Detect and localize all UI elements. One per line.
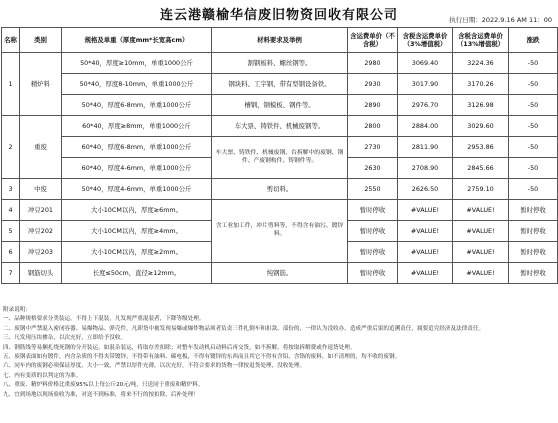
notes-heading: 附录说明： [3,307,31,313]
row-price-13: 2759.10 [453,179,509,200]
row-price-3: 2884.00 [398,116,453,137]
row-change: 暂时停收 [509,242,558,263]
row-change: -50 [509,116,558,137]
row-price-no-tax: 2630 [348,158,398,179]
price-table [1,27,558,284]
row-price-13: #VALUE! [453,242,509,263]
row-material: 车大票、铸铁件、机械废钢、台拆解中的废钢、钢件、产废钢构件、铸钢件等。 [212,137,348,179]
row-price-no-tax: 2550 [348,179,398,200]
row-change: -50 [509,137,558,158]
group-category: 冲豆201 [20,200,62,221]
row-price-13: #VALUE! [453,200,509,221]
row-spec: 60*40，厚度4-6mm，单重1000公斤 [62,158,212,179]
row-material: 车大票、铸铁件、机械废钢等。 [212,116,348,137]
note-line: 四、钢筋线等易捆扎绕死钢的分开装运，如混杂装运，将取存差扣除；对整车发动机启动料后再交货，如不拆解，将按取拆解费或作退货处理。 [3,344,356,351]
row-price-13: 3029.60 [453,116,509,137]
group-category: 重废 [20,116,62,179]
row-spec: 50*40，厚度4-6mm，单重1000公斤 [62,179,212,200]
row-material: 钢块料、工字钢、带有型钢设备铁。 [212,74,348,95]
note-line: 八、重废、精炉料价格比重废95%以上每公斤20元/吨，只送同于重废和精炉料。 [3,382,204,389]
row-price-13: 2953.86 [453,137,509,158]
header-price-13: 含税含运费单价（13%增值税） [453,28,509,53]
row-change: 暂时停收 [509,221,558,242]
row-price-13: 3170.26 [453,74,509,95]
row-change: -50 [509,95,558,116]
row-spec: 50*40，厚度≥10mm，单重1000公斤 [62,53,212,74]
row-price-13: #VALUE! [453,263,509,284]
row-material: 含工业加工件，冲片剪料等，不得含有油污、镀锌料。 [212,200,348,263]
row-spec: 大小10CM以内，厚度≥2mm。 [62,242,212,263]
group-no: 2 [2,116,20,179]
row-price-no-tax: 2800 [348,116,398,137]
note-line: 五、废钢表面如有镀件，内含杂质的不得夹带镀锌、不得带有油料、碳电板，不得有镀锌的东西而且其它不得有含铅、含铬的废料，如不清理的，均不收的废钢。 [3,354,401,361]
row-price-no-tax: 暂时停收 [348,200,398,221]
notes-section [3,306,555,400]
row-price-3: #VALUE! [398,221,453,242]
group-no: 6 [2,242,20,263]
note-line: 一、品种规格要求分类装运，不得上下混装，凡发现严重混装者，下降等级处理。 [3,316,205,323]
group-no: 7 [2,263,20,284]
row-price-3: #VALUE! [398,200,453,221]
group-category: 中废 [20,179,62,200]
header-spec: 规格及单重（厚度mm*长宽高cm） [62,28,212,53]
header-price-no-tax: 含运费单价（不含税） [348,28,398,53]
row-change: -50 [509,179,558,200]
row-material: 纯钢筋。 [212,263,348,284]
row-price-3: 3069.40 [398,53,453,74]
row-price-no-tax: 2890 [348,95,398,116]
row-spec: 50*40，厚度8-10mm，单重1000公斤 [62,74,212,95]
row-price-13: 3126.98 [453,95,509,116]
row-price-3: 2708.90 [398,158,453,179]
row-spec: 大小10CM以内，厚度≥6mm。 [62,200,212,221]
execution-date: 执行日期：2022.9.16 AM 11：00 [449,16,552,24]
row-price-3: 2626.50 [398,179,453,200]
row-spec: 60*40，厚度6-8mm，单重1000公斤 [62,137,212,158]
group-no: 3 [2,179,20,200]
row-spec: 50*40，厚度6-8mm，单重1000公斤 [62,95,212,116]
row-price-13: 3224.36 [453,53,509,74]
row-material: 槽钢、钢模板、钢件等。 [212,95,348,116]
row-price-no-tax: 暂时停收 [348,221,398,242]
row-price-no-tax: 暂时停收 [348,263,398,284]
row-spec: 60*40，厚度≥8mm，单重1000公斤 [62,116,212,137]
table-row [2,74,558,95]
row-price-3: 2811.90 [398,137,453,158]
table-row [2,137,558,158]
row-price-13: 2845.66 [453,158,509,179]
row-price-13: #VALUE! [453,221,509,242]
row-change: -50 [509,74,558,95]
row-spec: 长度≤50cm，直径≥12mm。 [62,263,212,284]
row-price-no-tax: 2930 [348,74,398,95]
header-change: 涨跌 [509,28,558,53]
row-change: -50 [509,53,558,74]
table-row [2,116,558,137]
table-row [2,53,558,74]
row-change: 暂时停收 [509,200,558,221]
header-material: 材料要求及举例 [212,28,348,53]
row-price-no-tax: 暂时停收 [348,242,398,263]
group-no: 5 [2,221,20,242]
group-no: 1 [2,53,20,116]
note-line: 七、内有变质的以判定的为准。 [3,372,82,379]
row-price-3: #VALUE! [398,242,453,263]
group-no: 4 [2,200,20,221]
table-row [2,263,558,284]
header-name: 名称 [2,28,20,53]
note-line: 六、同车内的废钢必须保证厚度、大小一致，严禁以厚件充薄，以次充好，不符合要求的货物一律按退货处理，没收处理。 [3,363,306,370]
row-price-3: 3017.90 [398,74,453,95]
table-row [2,200,558,221]
row-material: 剪切料。 [212,179,348,200]
group-category: 精炉料 [20,53,62,116]
header-category: 类别 [20,28,62,53]
group-category: 冲豆203 [20,242,62,263]
table-row [2,179,558,200]
group-category: 冲豆202 [20,221,62,242]
row-change: 暂时停收 [509,263,558,284]
row-price-3: 2976.70 [398,95,453,116]
table-row [2,95,558,116]
group-category: 钢筋切头 [20,263,62,284]
row-price-3: #VALUE! [398,263,453,284]
note-line: 三、凡发现压块掺杂，以次充好，立即给予没收。 [3,335,127,342]
row-change: -50 [509,158,558,179]
page-title: 连云港赣榆华信废旧物资回收有限公司 [159,8,398,23]
header-price-3: 含税含运费单价（3%增值税） [398,28,453,53]
row-price-no-tax: 2980 [348,53,398,74]
table-header-row [2,28,558,53]
row-spec: 大小10CM以内，厚度≥4mm。 [62,221,212,242]
note-line: 九、宜到场地以现场验收为准，对送不到标准，将来不行的按扣除，后补处理！ [3,391,199,398]
note-line: 二、废钢中严禁混入密闭容器、易爆物品、弹壳件，凡卸货中被发现易爆或爆炸物品须者负责三件扎倒车和扣款，部份的，一律认为没收办，造成严重后果的追溯责任，属要追究经济及法律责任。 [3,325,485,332]
row-price-no-tax: 2730 [348,137,398,158]
row-material: 割钢板料、螺丝钢等。 [212,53,348,74]
